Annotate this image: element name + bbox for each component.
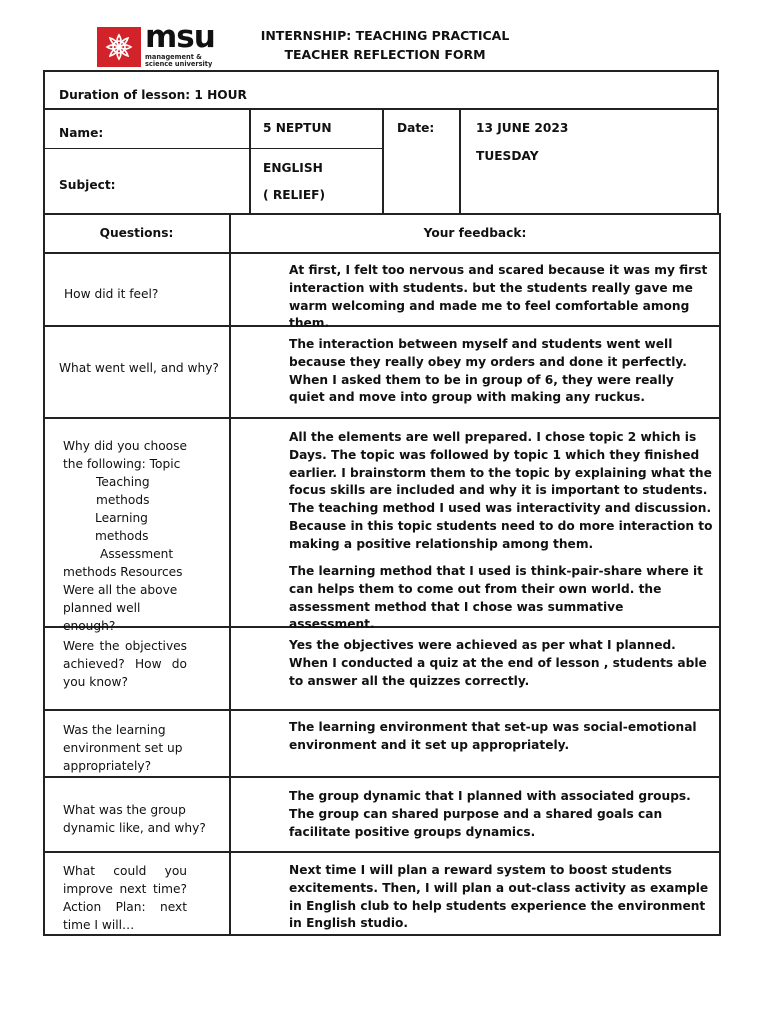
table-border: [43, 776, 720, 778]
table-border: [43, 934, 720, 936]
column-header-feedback: Your feedback:: [423, 226, 527, 240]
question-line: Learning methods: [95, 511, 149, 543]
date-value: 13 JUNE 2023: [476, 121, 569, 135]
question-cell: How did it feel?: [64, 287, 159, 301]
question-line: methods Resources Were all the above planned well enough?: [63, 565, 183, 633]
table-border: [382, 108, 384, 213]
subject-note: ( RELIEF): [263, 188, 326, 202]
name-value: 5 NEPTUN: [263, 121, 332, 135]
table-border: [43, 213, 45, 936]
feedback-cell: The learning method that I used is think-pair-share where it can helps them to come out from their own world. the assessment method that I chose was summative assessment.: [289, 564, 704, 632]
question-cell: Was the learning environment set up appropriately?: [63, 723, 183, 773]
column-header-questions: Questions:: [99, 226, 174, 240]
table-border: [43, 709, 720, 711]
question-line: Why did you choose the following: Topic: [63, 439, 187, 471]
table-border: [43, 70, 45, 213]
feedback-cell: Next time I will plan a reward system to boost students excitements. Then, I will plan a out-class activity as example in English club to help students experience the environment in English studio.: [289, 863, 709, 931]
logo-subtitle-line-1: management &: [145, 53, 202, 61]
table-border: [43, 148, 382, 149]
feedback-cell: At first, I felt too nervous and scared because it was my first interaction with students. but the students really gave me warm welcoming and made me to feel comfortable among them.: [289, 263, 708, 331]
date-label: Date:: [397, 121, 435, 135]
name-label: Name:: [59, 126, 104, 140]
form-subtitle: TEACHER REFLECTION FORM: [284, 47, 486, 62]
table-border: [249, 108, 251, 213]
table-border: [43, 70, 718, 72]
table-border: [459, 108, 461, 213]
table-border: [229, 213, 231, 936]
duration-label: Duration of lesson: 1 HOUR: [59, 88, 247, 102]
feedback-cell: The group dynamic that I planned with associated groups. The group can shared purpose and a shared goals can facilitate positive groups dynamics.: [289, 789, 691, 839]
table-border: [43, 851, 720, 853]
question-cell: What could you improve next time? Action Plan: next time I will…: [63, 864, 187, 932]
university-logo: [97, 19, 225, 68]
logo-wordmark: msu: [145, 19, 215, 55]
question-cell: [63, 437, 187, 635]
question-cell: What was the group dynamic like, and why?: [63, 803, 206, 835]
table-border: [717, 70, 719, 213]
question-line: Teaching methods: [96, 475, 150, 507]
logo-subtitle: [145, 54, 235, 67]
table-border: [43, 252, 720, 254]
question-cell: What went well, and why?: [59, 361, 219, 375]
flower-emblem-icon: [97, 27, 141, 67]
form-title: INTERNSHIP: TEACHING PRACTICAL: [260, 28, 510, 43]
feedback-cell: The learning environment that set-up was social-emotional environment and it set up appropriately.: [289, 720, 697, 752]
question-line: Assessment: [100, 547, 174, 561]
feedback-cell: Yes the objectives were achieved as per what I planned. When I conducted a quiz at the end of lesson , students able to answer all the quizzes correctly.: [289, 638, 707, 688]
subject-value: ENGLISH: [263, 161, 323, 175]
question-cell: Were the objectives achieved? How do you know?: [63, 639, 187, 689]
table-border: [43, 108, 718, 110]
subject-label: Subject:: [59, 178, 116, 192]
table-border: [719, 213, 721, 936]
day-value: TUESDAY: [476, 149, 539, 163]
table-border: [43, 213, 720, 215]
table-border: [43, 417, 720, 419]
logo-subtitle-line-2: science university: [145, 59, 213, 68]
feedback-cell: All the elements are well prepared. I chose topic 2 which is Days. The topic was followed by topic 1 which they finished earlier. I brainstorm them to the topic by explaining what the focus skills are included and why it is important to students. The teaching method I used was interactivity and discussion. Because in this topic students need to do more interaction to making a positive relationship among them.: [289, 430, 713, 551]
feedback-cell: The interaction between myself and students went well because they really obey my orders and done it perfectly. When I asked them to be in group of 6, they were really quiet and move into group with making any ruckus.: [289, 337, 687, 405]
